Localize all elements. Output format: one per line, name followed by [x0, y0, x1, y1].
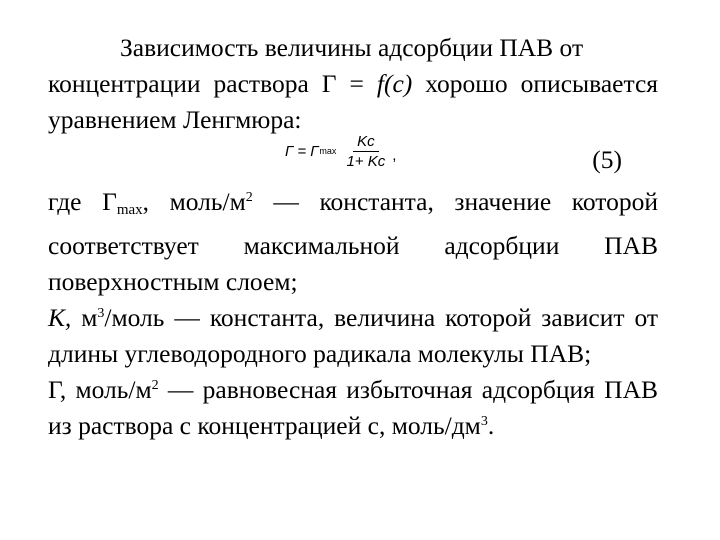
def1-prefix: где Г	[48, 187, 117, 216]
def1-text: — константа, значение которой соответствует максимальной адсорбции ПАВ поверхностным слоем;	[48, 187, 658, 296]
function-notation: f(c)	[376, 69, 413, 98]
intro-line-1: Зависимость величины адсорбции ПАВ от	[120, 33, 584, 62]
formula-lhs: Г = Г	[285, 143, 319, 160]
equation-number: (5)	[592, 145, 622, 174]
formula-lhs-subscript: max	[319, 146, 337, 156]
def3-unit-exponent: 2	[151, 378, 159, 393]
def2-text: /моль — константа, величина которой зависит от длины углеводородного радикала молекулы ПАВ;	[48, 303, 659, 368]
intro-text-end: хорошо описывается уравнением Ленгмюра:	[48, 69, 658, 134]
definition-k	[48, 300, 658, 372]
formula-denominator: 1+ Kc	[346, 153, 386, 170]
def1-unit-exponent: 2	[245, 190, 253, 205]
equals-sign: =	[336, 69, 377, 98]
intro-paragraph	[48, 30, 658, 138]
formula-fraction	[342, 134, 389, 169]
definition-gamma-max	[48, 184, 658, 300]
formula-comma: ,	[392, 147, 397, 164]
def3-end-exponent: 3	[480, 414, 488, 429]
formula-row	[48, 134, 658, 182]
def2-unit-exponent: 3	[97, 306, 105, 321]
intro-text: концентрации раствора	[48, 69, 322, 98]
definition-gamma	[48, 372, 658, 444]
def2-unit: м	[71, 303, 98, 332]
gamma-symbol: Г	[321, 69, 337, 98]
langmuir-formula	[285, 134, 396, 169]
formula-numerator: Kc	[353, 134, 379, 152]
def3-text: — равновесная избыточная адсорбция ПАВ из раствора с концентрацией с, моль/дм	[48, 375, 658, 440]
text-block	[48, 30, 658, 444]
def1-unit: , моль/м	[142, 187, 246, 216]
def3-prefix: Г, моль/м	[48, 375, 152, 404]
def1-subscript: max	[116, 202, 143, 218]
def3-end: .	[487, 411, 495, 440]
def2-symbol: К,	[48, 303, 72, 332]
